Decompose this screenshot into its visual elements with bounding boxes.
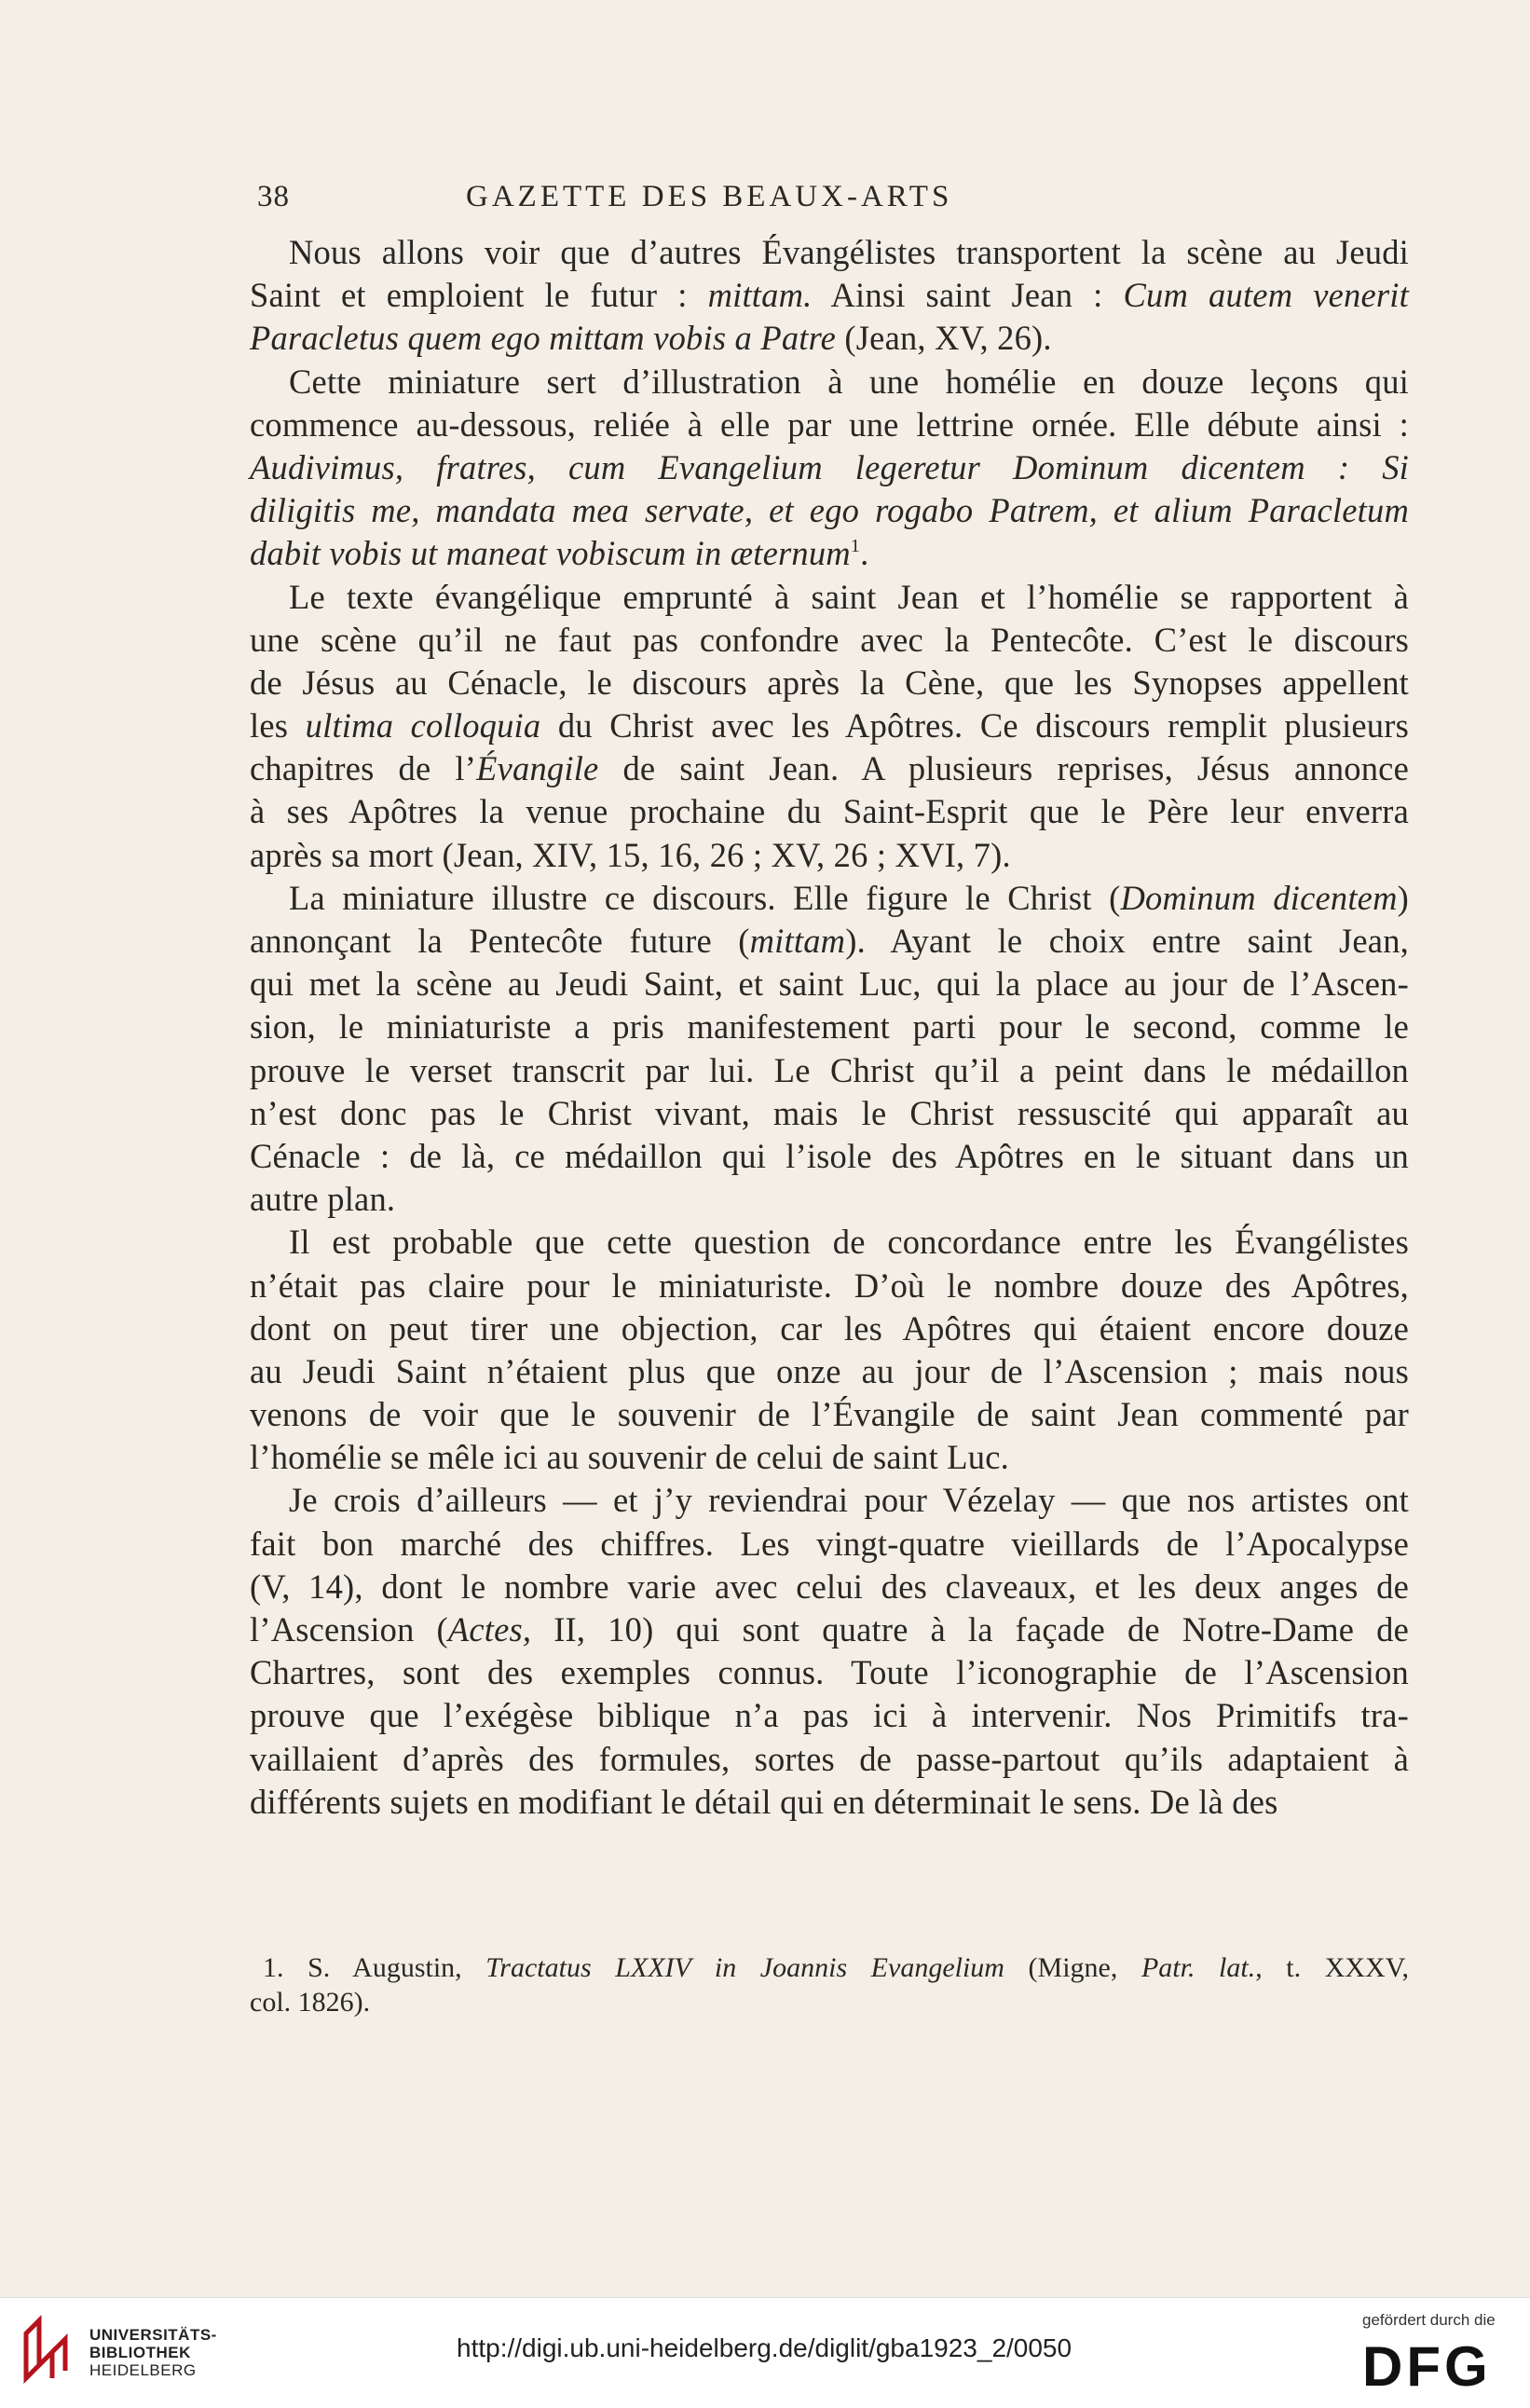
text-line bbox=[250, 1178, 1409, 1221]
text-run: Paracletus quem ego mittam vobis a Patre bbox=[250, 319, 837, 358]
running-head: GAZETTE DES BEAUX-ARTS bbox=[466, 180, 953, 213]
text-run: II, 10) qui sont quatre à la façade de Notre-Dame de bbox=[531, 1610, 1409, 1649]
text-line bbox=[250, 834, 1409, 877]
text-run: fait bon marché des chiffres. Les vingt-quatre vieillards de l’Apocalypse bbox=[250, 1524, 1409, 1563]
text-run: prouve que l’exégèse biblique n’a pas ici à intervenir. Nos Primitifs tra- bbox=[250, 1696, 1409, 1735]
text-line bbox=[250, 576, 1409, 619]
text-line bbox=[250, 446, 1409, 489]
text-run: n’est donc pas le Christ vivant, mais le Christ ressuscité qui apparaît au bbox=[250, 1093, 1409, 1132]
paragraph bbox=[250, 231, 1409, 361]
text-run: La miniature illustre ce discours. Elle figure le Christ ( bbox=[289, 878, 1121, 917]
text-line bbox=[250, 489, 1409, 532]
body-text bbox=[250, 231, 1409, 1824]
text-run: Nous allons voir que d’autres Évangélistes transportent la scène au Jeudi bbox=[289, 233, 1409, 271]
text-run: diligitis me, mandata mea servate, et ego rogabo Patrem, et alium Paracletum bbox=[250, 491, 1409, 530]
library-name-line1: UNIVERSITÄTS- bbox=[89, 2326, 217, 2344]
text-run: Actes, bbox=[447, 1610, 532, 1649]
text-run: différents sujets en modifiant le détail qui en déterminait le sens. De là des bbox=[250, 1782, 1278, 1821]
library-name-line3: HEIDELBERG bbox=[89, 2361, 197, 2379]
footer-bar bbox=[0, 2297, 1530, 2408]
text-run: Chartres, sont des exemples connus. Toute l’iconographie de l’Ascension bbox=[250, 1653, 1409, 1692]
text-line bbox=[250, 317, 1409, 360]
text-run: Saint et emploient le futur : bbox=[250, 276, 708, 315]
text-run: venons de voir que le souvenir de l’Évangile de saint Jean commenté par bbox=[250, 1395, 1409, 1434]
text-line bbox=[250, 963, 1409, 1006]
text-run: après sa mort (Jean, XIV, 15, 16, 26 ; XV, 26 ; XVI, 7). bbox=[250, 835, 1011, 874]
text-run: mittam. bbox=[707, 276, 813, 315]
funding-caption: gefördert durch die bbox=[1362, 2311, 1496, 2329]
text-line bbox=[250, 1738, 1409, 1781]
text-line bbox=[250, 790, 1409, 833]
text-line bbox=[250, 1049, 1409, 1092]
text-line bbox=[250, 231, 1409, 274]
dfg-logo: DFG bbox=[1362, 2335, 1492, 2398]
text-run: dabit vobis ut maneat vobiscum in æternum bbox=[250, 534, 851, 573]
paragraph bbox=[250, 1221, 1409, 1479]
text-run: du Christ avec les Apôtres. Ce discours remplit plusieurs bbox=[540, 706, 1409, 746]
text-run: qui met la scène au Jeudi Saint, et saint Luc, qui la place au jour de l’Ascen- bbox=[250, 965, 1409, 1004]
text-run: Cum autem venerit bbox=[1123, 276, 1409, 315]
text-line bbox=[250, 1265, 1409, 1307]
text-run: autre plan. bbox=[250, 1180, 396, 1219]
text-line bbox=[250, 1221, 1409, 1264]
text-line bbox=[250, 404, 1409, 446]
text-run: mittam bbox=[749, 922, 846, 960]
text-run: Je crois d’ailleurs — et j’y reviendrai pour Vézelay — que nos artistes ont bbox=[289, 1481, 1409, 1520]
page-number: 38 bbox=[257, 180, 290, 213]
footnote-line bbox=[250, 1950, 1409, 1985]
text-line bbox=[250, 1393, 1409, 1436]
text-line bbox=[250, 1135, 1409, 1178]
text-line bbox=[250, 1307, 1409, 1350]
permalink-url[interactable]: http://digi.ub.uni-heidelberg.de/diglit/gba1923_2/0050 bbox=[457, 2333, 1072, 2362]
text-run: prouve le verset transcrit par lui. Le Christ qu’il a peint dans le médaillon bbox=[250, 1050, 1409, 1089]
footnote bbox=[250, 1950, 1409, 2019]
text-line bbox=[250, 705, 1409, 747]
text-line bbox=[250, 274, 1409, 317]
text-run: une scène qu’il ne faut pas confondre avec la Pentecôte. C’est le discours bbox=[250, 620, 1409, 659]
text-run: Cénacle : de là, ce médaillon qui l’isole des Apôtres en le situant dans un bbox=[250, 1136, 1409, 1175]
text-line bbox=[250, 1523, 1409, 1566]
text-run: chapitres de l’ bbox=[250, 749, 477, 788]
text-line bbox=[250, 920, 1409, 963]
text-line bbox=[250, 1479, 1409, 1522]
text-run: Audivimus, fratres, cum Evangelium legeretur Dominum dicentem : Si bbox=[250, 447, 1409, 486]
footnote-line bbox=[250, 1985, 1409, 2019]
text-line bbox=[250, 1608, 1409, 1651]
library-name-line2: BIBLIOTHEK bbox=[89, 2344, 191, 2361]
text-run: l’Ascension ( bbox=[250, 1610, 448, 1649]
text-run: Ainsi saint Jean : bbox=[812, 276, 1124, 315]
text-run: (Migne, bbox=[1004, 1952, 1141, 1983]
text-run: ) bbox=[1397, 878, 1409, 917]
text-run: vaillaient d’après des formules, sortes de passe-partout qu’ils adaptaient à bbox=[250, 1739, 1409, 1778]
text-line bbox=[250, 1566, 1409, 1608]
paragraph bbox=[250, 877, 1409, 1222]
text-line bbox=[250, 1651, 1409, 1694]
text-line bbox=[250, 532, 1409, 575]
text-run: col. 1826). bbox=[250, 1987, 371, 2018]
text-run: dont on peut tirer une objection, car les Apôtres qui étaient encore douze bbox=[250, 1308, 1409, 1348]
text-line bbox=[250, 1694, 1409, 1737]
text-run: , t. XXXV, bbox=[1255, 1952, 1409, 1983]
paragraph bbox=[250, 361, 1409, 576]
text-run: ultima colloquia bbox=[305, 706, 541, 746]
text-run: l’homélie se mêle ici au souvenir de celui de saint Luc. bbox=[250, 1438, 1009, 1477]
text-run: (Jean, XV, 26). bbox=[836, 319, 1052, 358]
text-run: n’était pas claire pour le miniaturiste. D’où le nombre douze des Apôtres, bbox=[250, 1266, 1409, 1305]
text-line bbox=[250, 619, 1409, 662]
text-line bbox=[250, 747, 1409, 790]
text-run: annonçant la Pentecôte future ( bbox=[250, 922, 750, 960]
text-run: 1. S. Augustin, bbox=[263, 1952, 486, 1983]
paragraph bbox=[250, 576, 1409, 877]
text-run: à ses Apôtres la venue prochaine du Saint-Esprit que le Père leur enverra bbox=[250, 792, 1409, 831]
text-run: les bbox=[250, 706, 306, 746]
text-line bbox=[250, 1350, 1409, 1393]
text-run: Il est probable que cette question de concordance entre les Évangélistes bbox=[289, 1223, 1409, 1262]
paragraph bbox=[250, 1479, 1409, 1824]
text-run: . bbox=[860, 534, 869, 573]
text-run: (V, 14), dont le nombre varie avec celui des claveaux, et les deux anges de bbox=[250, 1567, 1409, 1606]
text-line bbox=[250, 1781, 1409, 1824]
text-line bbox=[250, 361, 1409, 404]
library-logo-icon bbox=[19, 2313, 75, 2387]
text-run: commence au-dessous, reliée à elle par une lettrine ornée. Elle débute ainsi : bbox=[250, 404, 1409, 444]
footnote-marker: 1 bbox=[850, 536, 861, 557]
text-run: Évangile bbox=[476, 749, 599, 788]
text-line bbox=[250, 1436, 1409, 1479]
text-run: ). Ayant le choix entre saint Jean, bbox=[845, 922, 1409, 960]
text-line bbox=[250, 662, 1409, 705]
text-run: au Jeudi Saint n’étaient plus que onze au jour de l’Ascension ; mais nous bbox=[250, 1351, 1409, 1390]
text-run: de saint Jean. A plusieurs reprises, Jésus annonce bbox=[598, 749, 1409, 788]
text-line bbox=[250, 1092, 1409, 1135]
text-run: de Jésus au Cénacle, le discours après la Cène, que les Synopses appellent bbox=[250, 663, 1409, 702]
text-run: Cette miniature sert d’illustration à une homélie en douze leçons qui bbox=[289, 362, 1409, 401]
text-run: Dominum dicentem bbox=[1120, 878, 1398, 917]
text-line bbox=[250, 877, 1409, 920]
library-name bbox=[89, 2326, 217, 2379]
text-run: Patr. lat. bbox=[1141, 1952, 1256, 1983]
text-line bbox=[250, 1006, 1409, 1048]
text-run: sion, le miniaturiste a pris manifestement parti pour le second, comme le bbox=[250, 1007, 1409, 1047]
text-run: Le texte évangélique emprunté à saint Jean et l’homélie se rapportent à bbox=[289, 577, 1409, 616]
text-run: Tractatus LXXIV in Joannis Evangelium bbox=[485, 1952, 1004, 1983]
